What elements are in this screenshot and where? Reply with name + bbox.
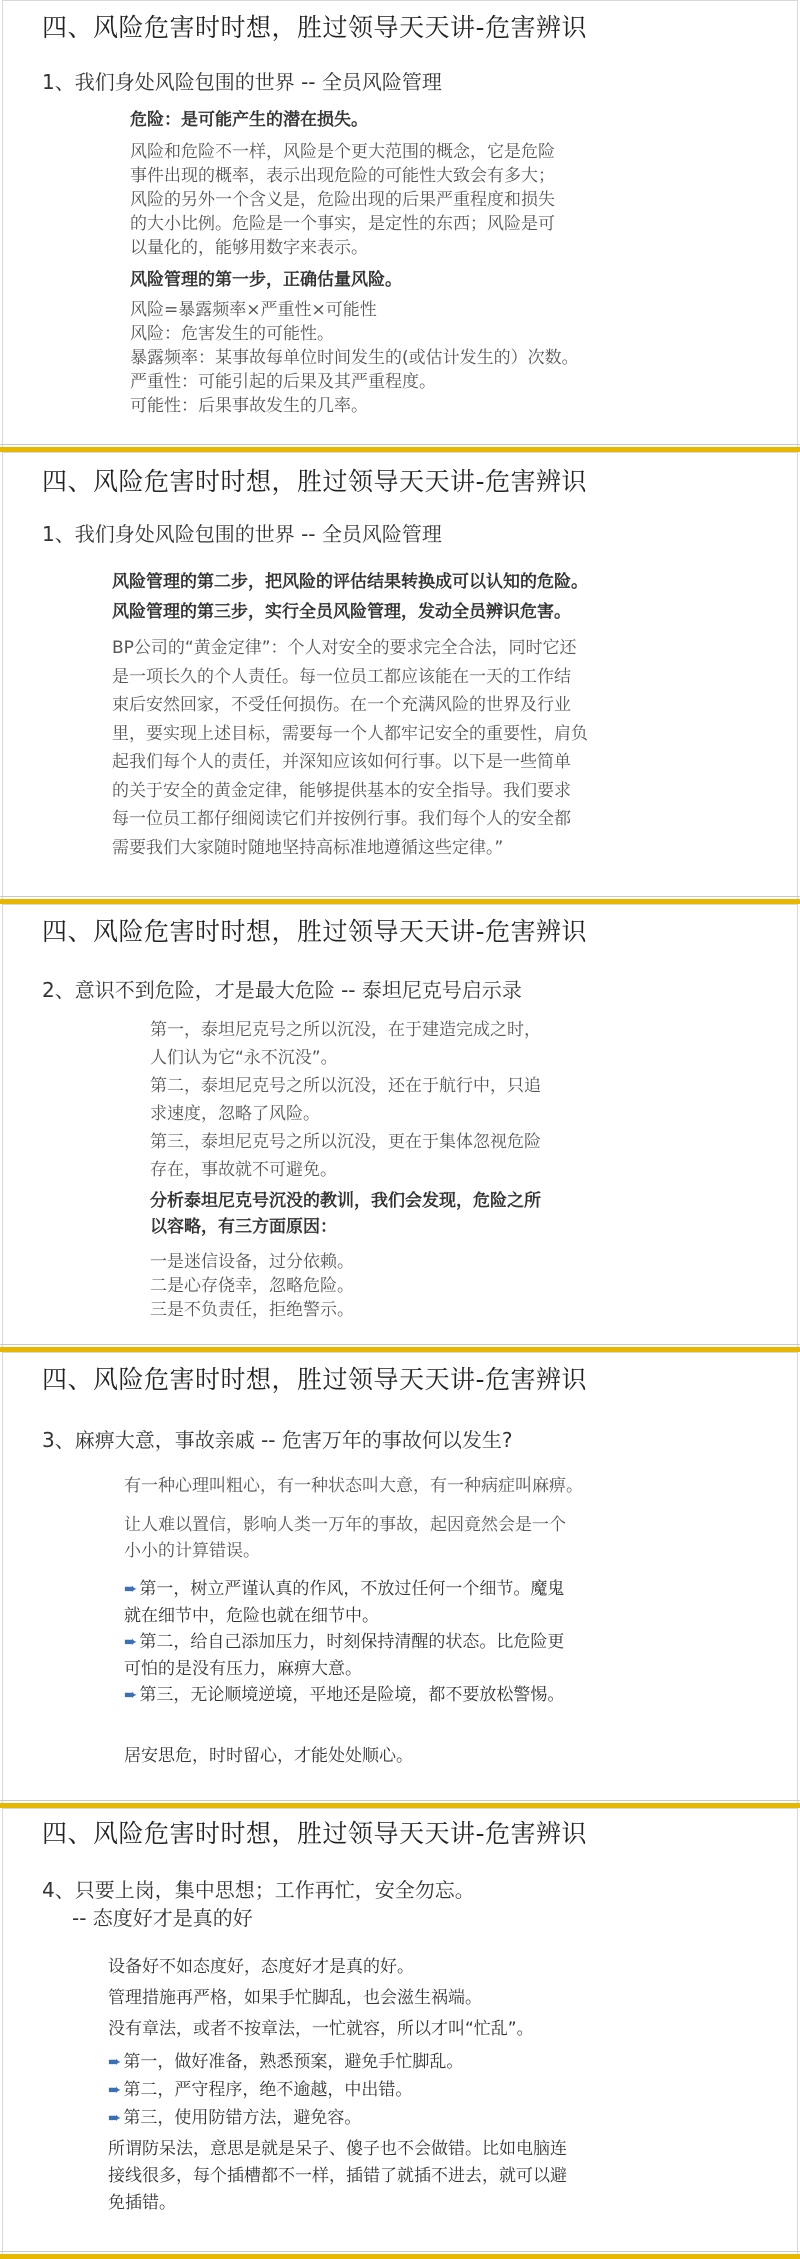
paragraph: 有一种心理叫粗心，有一种状态叫大意，有一种病症叫麻痹。 [124,1476,583,1496]
arrow-bullet-icon: ➨ [108,2108,122,2127]
slide-2 [0,452,800,904]
paragraph: 风险管理的第一步，正确估量风险。 [130,270,402,290]
paragraph: 风险=暴露频率×严重性×可能性 风险：危害发生的可能性。 暴露频率：某事故每单位时间发生的(或估计发生的）次数。 严重性：可能引起的后果及其严重程度。 可能性：后果事故发生的几率。 [130,300,579,416]
slide-subtitle: 4、只要上岗，集中思想；工作再忙，安全勿忘。 [42,1878,475,1902]
paragraph: ➨ 第一，做好准备，熟悉预案，避免手忙脚乱。 ➨ 第二，严守程序，绝不逾越，中出错。 ➨ 第三，使用防错方法，避免容。 [108,2052,464,2128]
paragraph: 第一，泰坦尼克号之所以沉没，在于建造完成之时， 人们认为它“永不沉没”。 第二，泰坦尼克号之所以沉没，还在于航行中，只追 求速度，忽略了风险。 第三，泰坦尼克号之所以沉没，更在于集体忽视危险 存在，事故就不可避免。 [150,1020,541,1180]
arrow-bullet-icon: ➨ [108,2080,122,2099]
slide-3 [0,904,800,1352]
arrow-bullet-icon: ➨ [108,2052,122,2071]
slide-4 [0,1352,800,1808]
slide-subtitle-2: -- 态度好才是真的好 [72,1906,253,1930]
slide-title: 四、风险危害时时想，胜过领导天天讲-危害辨识 [42,917,588,946]
paragraph: 所谓防呆法，意思是就是呆子、傻子也不会做错。比如电脑连 接线很多，每个插槽都不一样，插错了就插不进去，就可以避 免插错。 [108,2139,567,2213]
slide-subtitle: 1、我们身处风险包围的世界 -- 全员风险管理 [42,70,442,94]
slide-5 [0,1808,800,2259]
paragraph: 让人难以置信，影响人类一万年的事故，起因竟然会是一个 小小的计算错误。 [124,1515,566,1561]
slide-subtitle: 1、我们身处风险包围的世界 -- 全员风险管理 [42,522,442,546]
slide-title: 四、风险危害时时想，胜过领导天天讲-危害辨识 [42,1819,588,1848]
slide-subtitle: 3、麻痹大意，事故亲戚 -- 危害万年的事故何以发生? [42,1428,513,1452]
paragraph: 一是迷信设备，过分依赖。 二是心存侥幸，忽略危险。 三是不负责任，拒绝警示。 [150,1252,354,1320]
arrow-bullet-icon: ➨ [124,1632,138,1651]
paragraph: 设备好不如态度好，态度好才是真的好。 管理措施再严格，如果手忙脚乱，也会滋生祸端。 没有章法，或者不按章法，一忙就容，所以才叫“忙乱”。 [108,1957,534,2039]
slide-subtitle: 2、意识不到危险，才是最大危险 -- 泰坦尼克号启示录 [42,978,522,1002]
paragraph: 居安思危，时时留心，才能处处顺心。 [124,1746,413,1766]
paragraph: 风险和危险不一样，风险是个更大范围的概念，它是危险 事件出现的概率，表示出现危险的可能性大致会有多大； 风险的另外一个含义是，危险出现的后果严重程度和损失 的大小比例。危险是一个事实，是定性的东西；风险是可 以量化的，能够用数字来表示。 [130,142,555,258]
paragraph: 危险：是可能产生的潜在损失。 [130,110,368,130]
paragraph: ➨ 第一，树立严谨认真的作风，不放过任何一个细节。魔鬼 就在细节中，危险也就在细节中。 ➨ 第二，给自己添加压力，时刻保持清醒的状态。比危险更 可怕的是没有压力，麻痹大意。 ➨ 第三，无论顺境逆境，平地还是险境，都不要放松警惕。 [124,1579,565,1705]
slide-title: 四、风险危害时时想，胜过领导天天讲-危害辨识 [42,1365,588,1394]
slide-title: 四、风险危害时时想，胜过领导天天讲-危害辨识 [42,13,588,42]
slide-1 [0,0,800,452]
paragraph: BP公司的“黄金定律”：个人对安全的要求完全合法，同时它还 是一项长久的个人责任。每一位员工都应该能在一天的工作结 束后安然回家，不受任何损伤。在一个充满风险的世界及行业 里，要实现上述目标，需要每一个人都牢记安全的重要性，肩负 起我们每个人的责任，并深知应该如何行事。以下是一些简单 的关于安全的黄金定律，能够提供基本的安全指导。我们要求 每一位员工都仔细阅读它们并按例行事。我们每个人的安全都 需要我们大家随时随地坚持高标准地遵循这些定律。” [112,638,588,858]
arrow-bullet-icon: ➨ [124,1685,138,1704]
paragraph: 风险管理的第二步，把风险的评估结果转换成可以认知的危险。 风险管理的第三步，实行全员风险管理，发动全员辨识危害。 [112,572,588,622]
arrow-bullet-icon: ➨ [124,1579,138,1598]
accent-bar [0,2254,800,2259]
slide-title: 四、风险危害时时想，胜过领导天天讲-危害辨识 [42,467,588,496]
paragraph: 分析泰坦尼克号沉没的教训，我们会发现，危险之所 以容略，有三方面原因： [150,1191,541,1237]
